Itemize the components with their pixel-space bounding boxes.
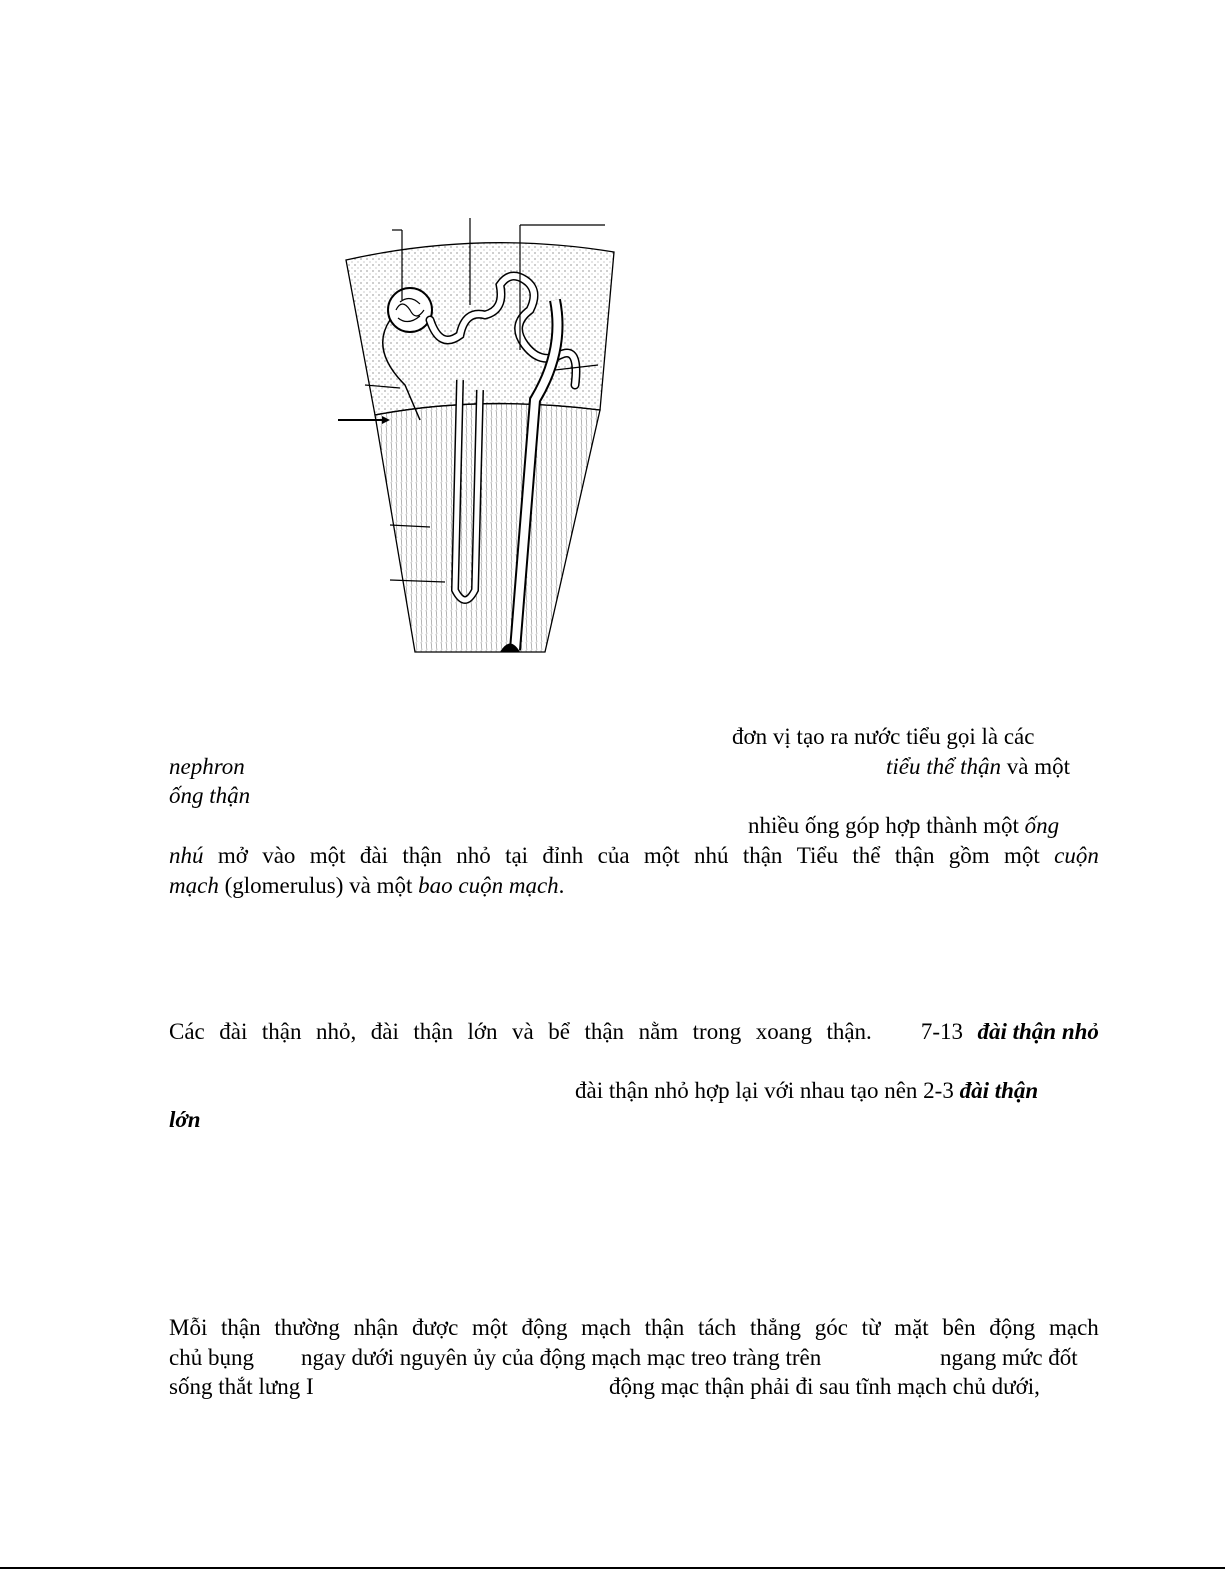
para1-line6: mạch (glomerulus) và một bao cuộn mạch.	[169, 873, 565, 898]
para1-line2-right: tiểu thể thận và một	[886, 754, 1070, 779]
page-bottom-rule	[0, 1567, 1225, 1569]
para3-line1: Mỗi thận thường nhận được một động mạch thận tách thẳng góc từ mặt bên động mạch	[169, 1315, 1099, 1340]
para2-line1: Các đài thận nhỏ, đài thận lớn và bể thận nằm trong xoang thận. 7-13 đài thận nhỏ	[169, 1019, 1099, 1044]
medulla-region	[375, 404, 600, 652]
para3-line3-right: động mạc thận phải đi sau tĩnh mạch chủ dưới,	[609, 1374, 1040, 1399]
para3-line2-left: chủ bụng	[169, 1345, 254, 1370]
para3-line3-left: sống thắt lưng I	[169, 1374, 314, 1399]
para1-term-nephron: nephron	[169, 754, 245, 779]
para1-line4: nhiều ống góp hợp thành một ống	[748, 813, 1060, 838]
para1-term-ong-than: ống thận	[169, 783, 251, 808]
para2-line3: lớn	[169, 1107, 201, 1132]
para2-line2: đài thận nhỏ hợp lại với nhau tạo nên 2-3 đài thận	[575, 1078, 1039, 1103]
para3-line2-right: ngang mức đốt	[940, 1345, 1078, 1370]
para1-line1: đơn vị tạo ra nước tiểu gọi là các	[732, 724, 1035, 749]
para1-line5: nhú mở vào một đài thận nhỏ tại đỉnh của một nhú thận Tiểu thể thận gồm một cuộn	[169, 843, 1099, 868]
para3-line2-middle: ngay dưới nguyên ủy của động mạch mạc treo tràng trên	[301, 1345, 822, 1370]
nephron-diagram	[330, 210, 630, 675]
